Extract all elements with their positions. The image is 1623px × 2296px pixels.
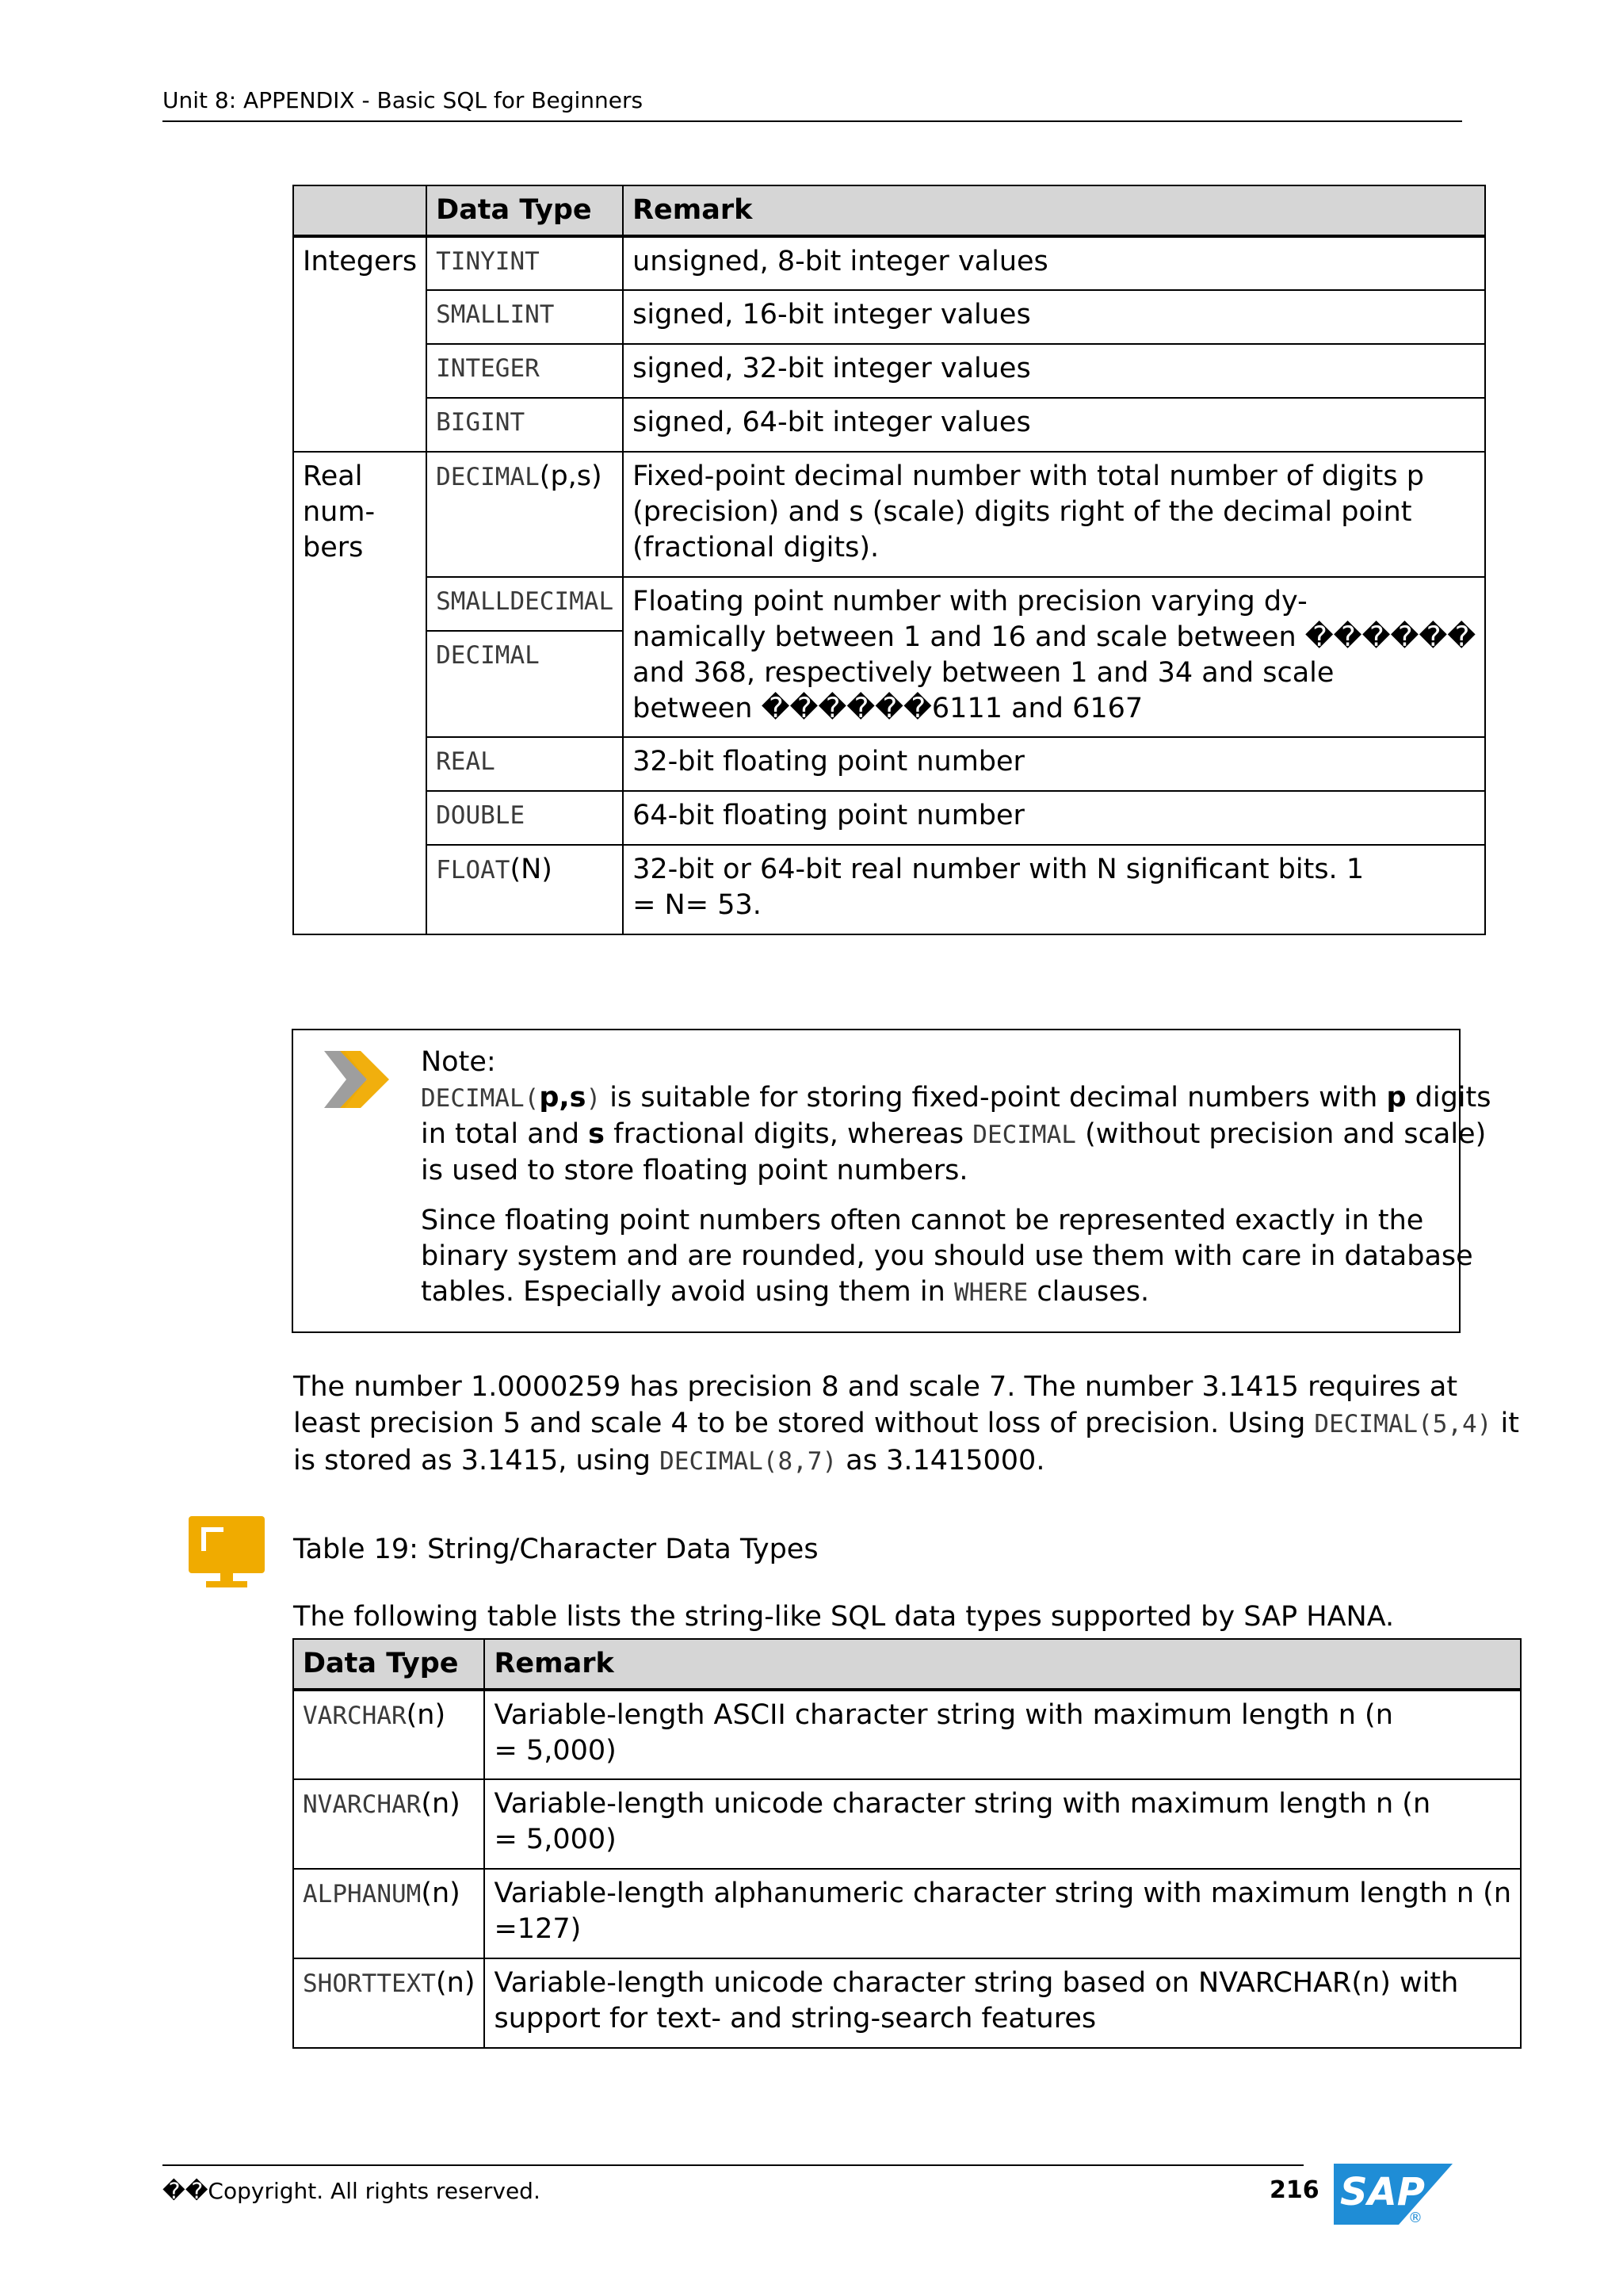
type-cell: SMALLINT [426, 290, 623, 344]
table-row [293, 845, 1485, 934]
note-text-span: Since floating point numbers often cannot be represented exactly in the binary system and are rounded, you should use them with care in database tables. Especially avoid using them in [421, 1205, 1473, 1308]
header-cell-data-type: Data Type [426, 185, 623, 236]
table-19-intro: The following table lists the string-like SQL data types supported by SAP HANA. [293, 1601, 1395, 1633]
type-cell [293, 1869, 484, 1958]
type-cell: BIGINT [426, 398, 623, 452]
type-cell: REAL [426, 737, 623, 791]
remark-cell: signed, 64-bit integer values [623, 398, 1485, 452]
note-paragraph-1 [421, 1080, 1499, 1189]
table-row [293, 452, 1485, 577]
table-row [293, 1690, 1521, 1779]
type-suffix: (n) [421, 1788, 460, 1820]
header-cell-remark: Remark [623, 185, 1485, 236]
group-cell-real-numbers: Real num- bers [293, 452, 426, 934]
note-paragraph-2 [421, 1203, 1499, 1311]
remark-cell: Variable-length unicode character string based on NVARCHAR(n) with support for text- and string-search features [484, 1958, 1521, 2048]
remark-cell: Fixed-point decimal number with total number of digits p (precision) and s (scale) digits right of the decimal point (fractional digits). [623, 452, 1485, 577]
header-cell-remark: Remark [484, 1639, 1521, 1690]
group-cell-integers: Integers [293, 236, 426, 452]
table-row [293, 1779, 1521, 1869]
table-row [293, 236, 1485, 290]
footer-copyright: ��Copyright. All rights reserved. [162, 2178, 540, 2204]
remark-cell: unsigned, 8-bit integer values [623, 236, 1485, 290]
inline-code: DECIMAL(5,4) [1314, 1410, 1492, 1438]
table-row [293, 290, 1485, 344]
type-name: FLOAT [436, 856, 510, 884]
type-suffix: (p,s) [539, 460, 602, 492]
note-label: Note: [421, 1046, 496, 1078]
note-text-span: clauses. [1028, 1276, 1150, 1308]
remark-cell: Variable-length alphanumeric character string with maximum length n (n =127) [484, 1869, 1521, 1958]
string-types-table [292, 1638, 1522, 2049]
table-19-caption: Table 19: String/Character Data Types [293, 1534, 819, 1565]
type-suffix: (n) [435, 1967, 475, 1999]
numeric-types-table [292, 185, 1486, 935]
note-chevron-icon [321, 1048, 394, 1114]
type-name: VARCHAR [303, 1702, 407, 1730]
remark-cell: 64-bit floating point number [623, 791, 1485, 845]
bold-term: s [588, 1118, 605, 1150]
sap-logo-mark: ® [1408, 2210, 1423, 2225]
footer-rule [162, 2164, 1304, 2166]
inline-code: DECIMAL(8,7) [659, 1447, 838, 1476]
bold-term: p [1386, 1082, 1407, 1114]
type-cell: SMALLDECIMAL [426, 577, 623, 631]
type-name: SHORTTEXT [303, 1969, 436, 1998]
note-text-span: is suitable for storing fixed-point decimal numbers with [601, 1082, 1387, 1114]
type-cell: DECIMAL [426, 631, 623, 737]
paragraph-text: it is stored as 3.1415, using [293, 1408, 1519, 1477]
header-cell-data-type: Data Type [293, 1639, 484, 1690]
remark-cell: signed, 32-bit integer values [623, 344, 1485, 398]
note-text-span: (without precision and scale) is used to store floating point numbers. [421, 1118, 1487, 1186]
table-row [293, 344, 1485, 398]
remark-cell: Variable-length ASCII character string with maximum length n (n = 5,000) [484, 1690, 1521, 1779]
table-row [293, 791, 1485, 845]
table-row [293, 737, 1485, 791]
type-cell [426, 452, 623, 577]
page-number: 216 [1270, 2176, 1319, 2204]
note-text [421, 1045, 1499, 1311]
type-cell [293, 1690, 484, 1779]
table-row [293, 577, 1485, 631]
remark-cell: signed, 16-bit integer values [623, 290, 1485, 344]
table-row [293, 1958, 1521, 2048]
note-text-span: digits in total and [421, 1082, 1491, 1150]
inline-code: ) [586, 1084, 601, 1113]
sap-logo-text: SAP [1340, 2170, 1425, 2214]
header-cell-group [293, 185, 426, 236]
type-cell [293, 1958, 484, 2048]
type-cell [293, 1779, 484, 1869]
bold-term: p,s [539, 1082, 586, 1114]
table-monitor-icon [189, 1516, 265, 1589]
type-suffix: (N) [510, 854, 552, 885]
table-header-row [293, 1639, 1521, 1690]
table-header-row [293, 185, 1485, 236]
header-rule [162, 120, 1462, 122]
precision-paragraph [293, 1369, 1529, 1480]
remark-cell-floating: Floating point number with precision varying dy- namically between 1 and 16 and scale between ������ and 368, respectively between 1 and 34 and scale between ������6111 and 6167 [623, 577, 1485, 737]
paragraph-text: The number 1.0000259 has precision 8 and scale 7. The number 3.1415 requires at least precision 5 and scale 4 to be stored without loss of precision. Using [293, 1371, 1458, 1439]
type-cell: INTEGER [426, 344, 623, 398]
table-row [293, 1869, 1521, 1958]
type-cell: DOUBLE [426, 791, 623, 845]
running-header: Unit 8: APPENDIX - Basic SQL for Beginners [162, 87, 643, 113]
inline-code: DECIMAL( [421, 1084, 540, 1113]
remark-cell: Variable-length unicode character string with maximum length n (n = 5,000) [484, 1779, 1521, 1869]
remark-cell: 32-bit or 64-bit real number with N significant bits. 1 = N= 53. [623, 845, 1485, 934]
inline-code: DECIMAL [972, 1121, 1076, 1149]
type-name: DECIMAL [436, 463, 540, 491]
type-cell [426, 845, 623, 934]
inline-code: WHERE [953, 1278, 1029, 1307]
note-text-span: fractional digits, whereas [605, 1118, 973, 1150]
table-row [293, 398, 1485, 452]
remark-cell: 32-bit floating point number [623, 737, 1485, 791]
type-suffix: (n) [421, 1878, 460, 1909]
type-name: ALPHANUM [303, 1880, 422, 1908]
type-name: NVARCHAR [303, 1790, 422, 1819]
type-cell: TINYINT [426, 236, 623, 290]
sap-logo [1334, 2164, 1453, 2225]
type-suffix: (n) [406, 1699, 446, 1731]
paragraph-text: as 3.1415000. [837, 1445, 1045, 1477]
